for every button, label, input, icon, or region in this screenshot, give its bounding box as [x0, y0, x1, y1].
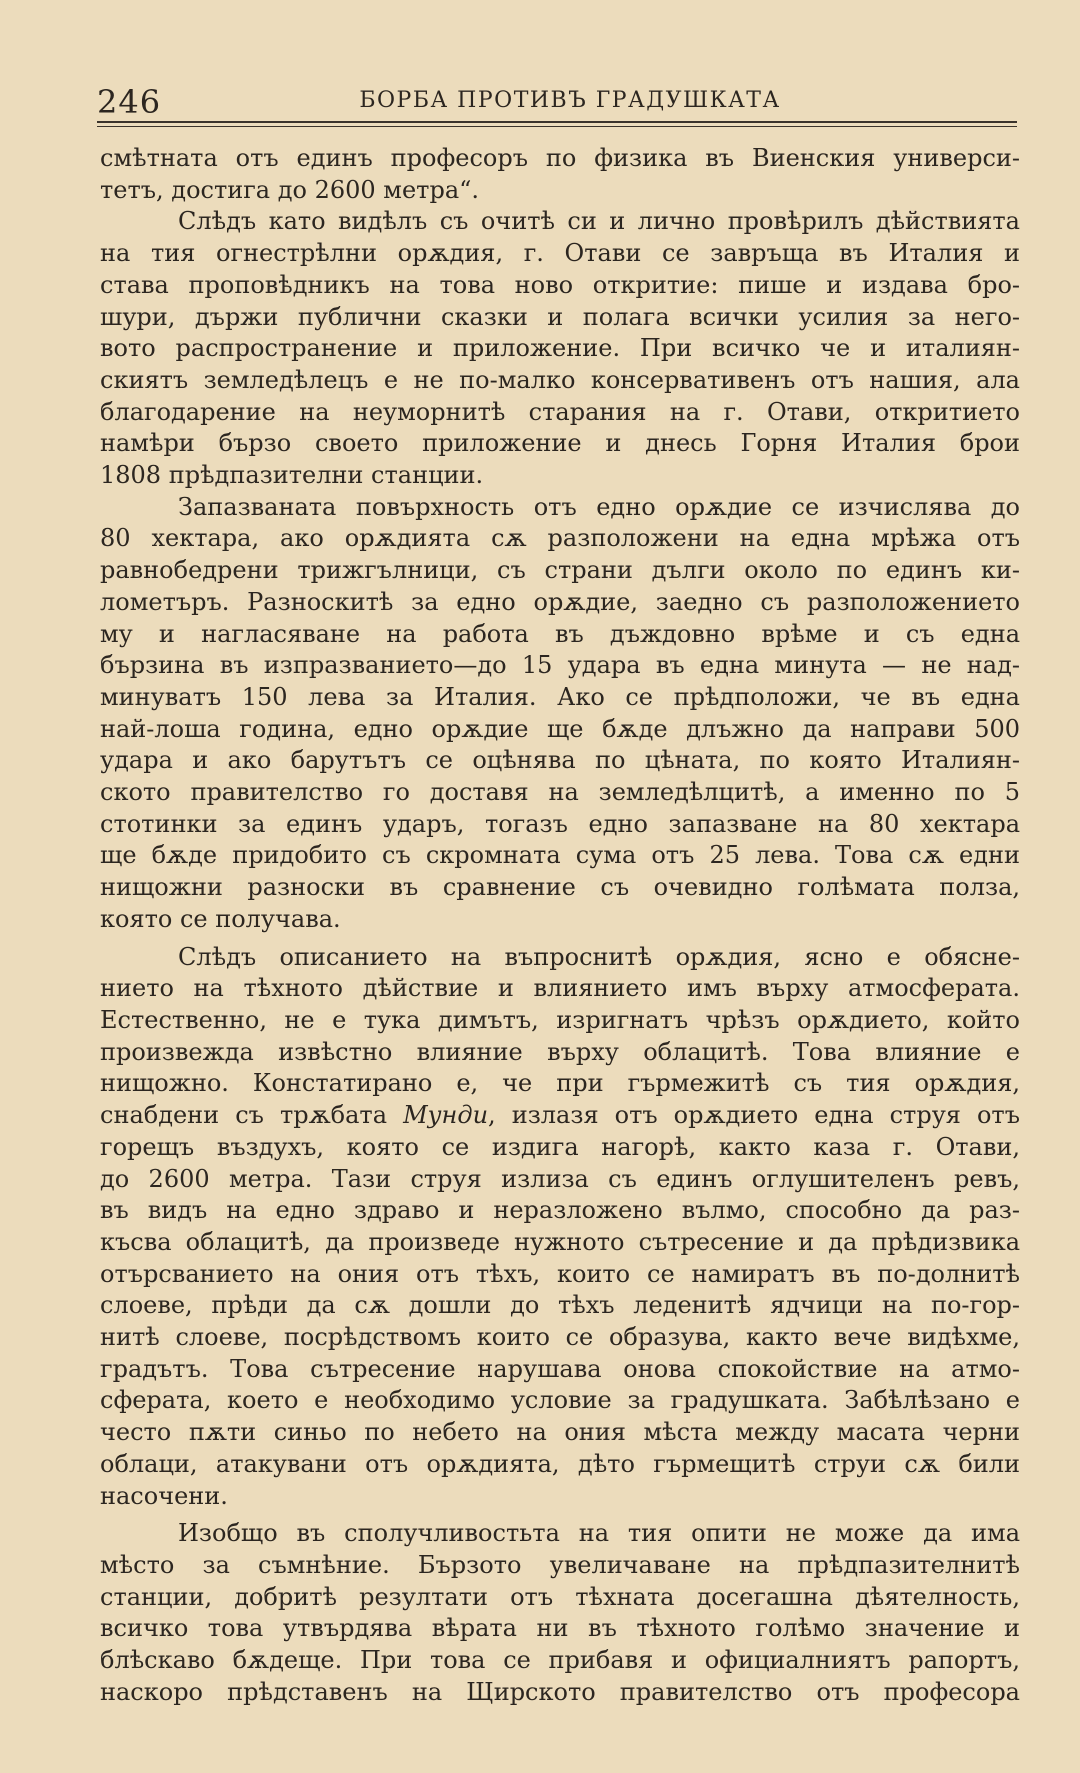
- text-line: нищожни разноски въ сравнение съ очевидно голѣмата полза,: [100, 873, 1020, 902]
- text-line: Слѣдъ като видѣлъ съ очитѣ си и лично провѣрилъ дѣйствията: [178, 207, 1020, 236]
- text-line: въ видъ на едно здраво и неразложено вълмо, способно да раз-: [100, 1196, 1020, 1225]
- text-line: на тия огнестрѣлни орѫдия, г. Отави се завръща въ Италия и: [100, 239, 1020, 268]
- paragraph: [100, 1518, 1020, 1708]
- text-fragment: , излазя отъ орѫдието една струя отъ: [488, 1101, 1020, 1130]
- text-line: нието на тѣхното дѣйствие и влиянието имъ върху атмосферата.: [100, 974, 1020, 1003]
- text-line: вото распространение и приложение. При всичко че и италиян-: [100, 334, 1020, 363]
- text-line: сферата, което е необходимо условие за градушката. Забѣлѣзано е: [100, 1386, 1020, 1415]
- text-line: ще бѫде придобито съ скромната сума отъ 25 лева. Това сѫ едни: [100, 841, 1020, 870]
- text-line: наскоро прѣдставенъ на Щирското правителство отъ професора: [100, 1677, 1020, 1706]
- text-line: равнобедрени трижгълници, съ страни дълги около по единъ ки-: [100, 556, 1020, 585]
- text-line: стотинки за единъ ударъ, тогазъ едно запазване на 80 хектара: [100, 809, 1020, 838]
- text-line: ското правителство го доставя на земледѣлцитѣ, а именно по 5: [100, 778, 1020, 807]
- header-rule-thin: [97, 126, 1017, 127]
- page-body: [100, 143, 1020, 1708]
- text-line: слоеве, прѣди да сѫ дошли до тѣхъ леденитѣ ядчици на по-гор-: [100, 1291, 1020, 1320]
- text-fragment: снабдени съ трѫбата: [100, 1101, 388, 1130]
- page-number: 246: [97, 83, 162, 121]
- text-line: блѣскаво бѫдеще. При това се прибавя и официалниятъ рапортъ,: [100, 1646, 1020, 1675]
- italic-term: Мунди: [403, 1101, 489, 1130]
- text-line: намѣри бързо своето приложение и днесь Горня Италия брои: [100, 429, 1020, 458]
- text-line: насочени.: [100, 1481, 228, 1510]
- text-line: градътъ. Това сътресение нарушава онова спокойствие на атмо-: [100, 1354, 1020, 1383]
- text-line: бързина въ изпразванието—до 15 удара въ една минута — не над-: [100, 651, 1020, 680]
- text-line: горещъ въздухъ, която се издига нагорѣ, както каза г. Отави,: [100, 1132, 1020, 1161]
- running-title: БОРБА ПРОТИВЪ ГРАДУШКАТА: [359, 88, 781, 113]
- header-rule-thick: [97, 121, 1017, 123]
- text-line: благодарение на неуморнитѣ старания на г. Отави, откритието: [100, 397, 1020, 426]
- text-line: отърсванието на ония отъ тѣхъ, които се намиратъ въ по-долнитѣ: [100, 1259, 1020, 1288]
- text-line: минуватъ 150 лева за Италия. Ако се прѣдположи, че въ една: [100, 682, 1020, 711]
- text-line: облаци, атакувани отъ орѫдията, дѣто гърмещитѣ струи сѫ били: [100, 1449, 1020, 1478]
- paragraph: [100, 206, 1020, 491]
- text-line: смѣтната отъ единъ професоръ по физика въ Виенския универси-: [100, 144, 1020, 172]
- text-line: става проповѣдникъ на това ново откритие: пише и издава бро-: [100, 270, 1020, 299]
- text-line: [100, 1100, 1020, 1132]
- text-line: лометъръ. Разноскитѣ за едно орѫдие, заедно съ разположението: [100, 587, 1020, 616]
- text-line: Запазваната повърхность отъ едно орѫдие се изчислява до: [178, 492, 1020, 521]
- text-line: мѣсто за съмнѣние. Бързото увеличаване на прѣдпазителнитѣ: [100, 1550, 1020, 1579]
- text-line: до 2600 метра. Тази струя излиза съ единъ оглушителенъ ревъ,: [100, 1164, 1020, 1193]
- paragraph: [100, 143, 1020, 206]
- text-line: Слѣдъ описанието на въпроснитѣ орѫдия, ясно е обясне-: [178, 942, 1020, 971]
- text-line: късва облацитѣ, да произведе нужното сътресение и да прѣдизвика: [100, 1227, 1020, 1256]
- text-line: 1808 прѣдпазителни станции.: [100, 461, 484, 490]
- text-line: Изобщо въ сполучливостьта на тия опити не може да има: [178, 1519, 1020, 1548]
- text-line: произвежда извѣстно влияние върху облацитѣ. Това влияние е: [100, 1037, 1020, 1066]
- text-line: 80 хектара, ако орѫдията сѫ разположени на една мрѣжа отъ: [100, 524, 1020, 553]
- text-line: която се получава.: [100, 904, 341, 933]
- text-line: Естественно, не е тука димътъ, изригнатъ чрѣзъ орѫдието, който: [100, 1005, 1020, 1034]
- text-line: шури, държи публични сказки и полага всички усилия за него-: [100, 302, 1020, 331]
- text-line: тетъ, достига до 2600 метра“.: [100, 175, 480, 204]
- text-line: удара и ако барутътъ се оцѣнява по цѣната, по която Италиян-: [100, 746, 1020, 775]
- text-line: всичко това утвърдява вѣрата ни въ тѣхното голѣмо значение и: [100, 1614, 1020, 1643]
- paragraph: [100, 942, 1020, 1513]
- text-line: станции, добритѣ резултати отъ тѣхната досегашна дѣятелность,: [100, 1582, 1020, 1611]
- paragraph: [100, 492, 1020, 936]
- text-line: му и нагласяване на работа въ дъждовно врѣме и съ една: [100, 619, 1020, 648]
- text-line: нитѣ слоеве, посрѣдствомъ които се образува, както вече видѣхме,: [100, 1323, 1020, 1352]
- text-line: скиятъ земледѣлецъ е не по-малко консервативенъ отъ нашия, ала: [100, 365, 1020, 394]
- text-line: нищожно. Констатирано е, че при гърмежитѣ съ тия орѫдия,: [100, 1069, 1020, 1098]
- text-line: най-лоша година, едно орѫдие ще бѫде длъжно да направи 500: [100, 714, 1020, 743]
- text-line: често пѫти синьо по небето на ония мѣста между масата черни: [100, 1418, 1020, 1447]
